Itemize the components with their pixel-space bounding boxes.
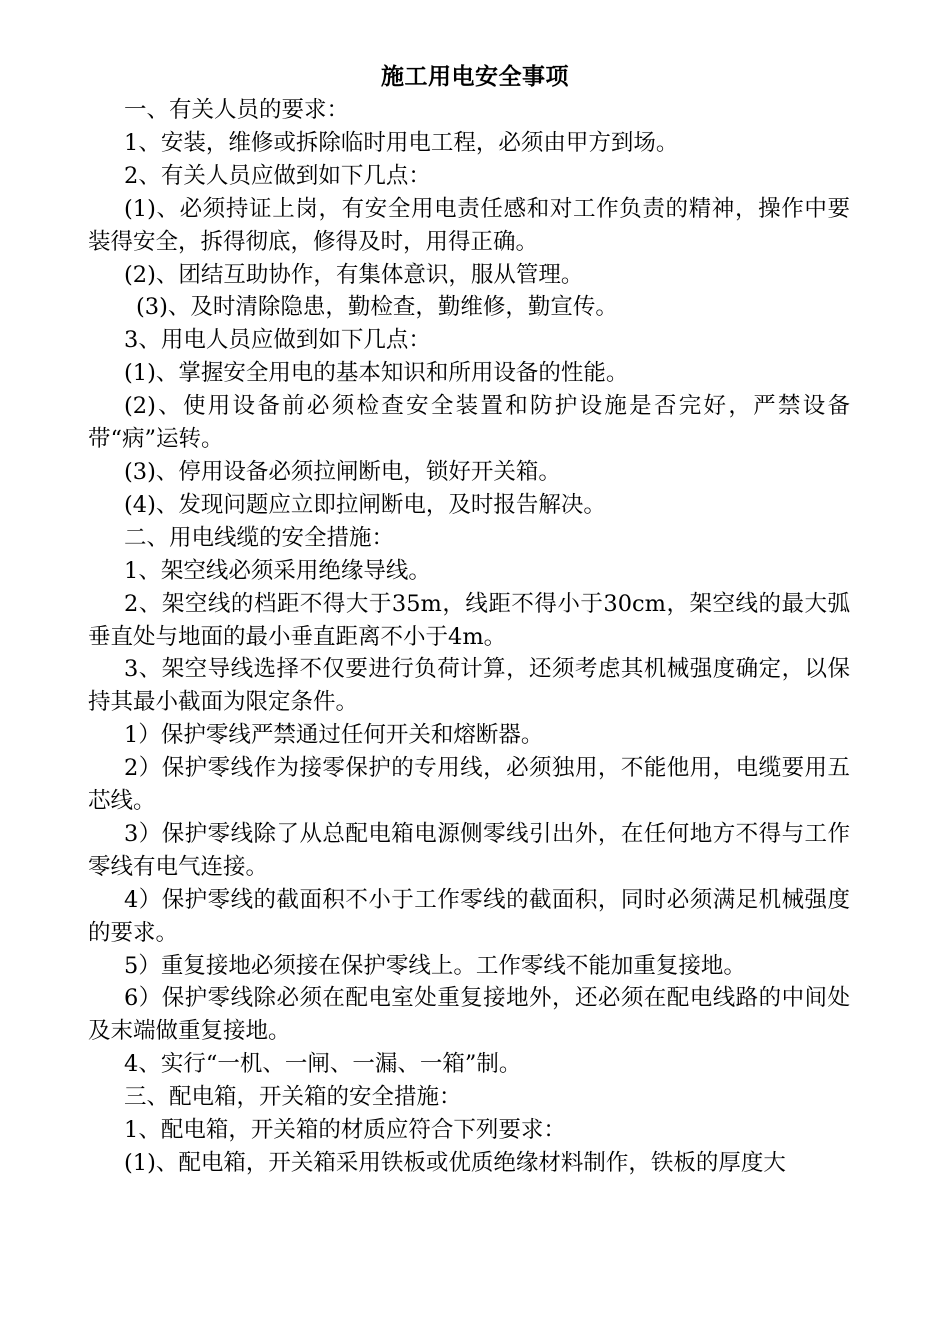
paragraph: 4、实行“一机、一闸、一漏、一箱”制。 [124,1051,522,1078]
paragraph: 1、安装，维修或拆除临时用电工程，必须由甲方到场。 [124,129,679,156]
paragraph: (3)、停用设备必须拉闸断电，锁好开关箱。 [124,458,561,485]
paragraph: (3)、及时清除隐患，勤检查，勤维修，勤宣传。 [136,294,618,321]
document-body [88,94,850,1180]
document-title: 施工用电安全事项 [381,63,569,90]
paragraph: 3）保护零线除了从总配电箱电源侧零线引出外，在任何地方不得与工作零线有电气连接。 [88,820,850,880]
paragraph: 1、架空线必须采用绝缘导线。 [124,557,431,584]
paragraph: 1）保护零线严禁通过任何开关和熔断器。 [124,722,544,749]
paragraph: (1)、配电箱，开关箱采用铁板或优质绝缘材料制作，铁板的厚度大 [124,1150,786,1176]
paragraph: 一、有关人员的要求： [124,97,350,123]
paragraph: 2、架空线的档距不得大于35m，线距不得小于30cm，架空线的最大弧垂直处与地面的最小垂直距离不小于4m。 [88,590,850,650]
paragraph: (2)、团结互助协作，有集体意识，服从管理。 [124,261,584,288]
paragraph: 二、用电线缆的安全措施： [124,524,395,551]
paragraph: 3、用电人员应做到如下几点： [124,327,431,354]
paragraph: 三、配电箱，开关箱的安全措施： [124,1084,462,1111]
paragraph: 3、架空导线选择不仅要进行负荷计算，还须考虑其机械强度确定，以保持其最小截面为限定条件。 [88,656,850,716]
paragraph: 2）保护零线作为接零保护的专用线，必须独用，不能他用，电缆要用五芯线。 [88,755,850,815]
paragraph: 1、配电箱，开关箱的材质应符合下列要求： [124,1117,566,1144]
paragraph: 6）保护零线除必须在配电室处重复接地外，还必须在配电线路的中间处及末端做重复接地。 [88,985,850,1045]
paragraph: 2、有关人员应做到如下几点： [124,162,431,189]
paragraph: 4）保护零线的截面积不小于工作零线的截面积，同时必须满足机械强度的要求。 [88,886,850,946]
paragraph: (1)、必须持证上岗，有安全用电责任感和对工作负责的精神，操作中要装得安全，拆得彻底，修得及时，用得正确。 [88,195,850,255]
paragraph: 5）重复接地必须接在保护零线上。工作零线不能加重复接地。 [124,952,746,979]
paragraph: (4)、发现问题应立即拉闸断电，及时报告解决。 [124,491,606,518]
paragraph: (2)、使用设备前必须检查安全装置和防护设施是否完好，严禁设备带“病”运转。 [88,393,850,453]
paragraph: (1)、掌握安全用电的基本知识和所用设备的性能。 [124,360,629,387]
